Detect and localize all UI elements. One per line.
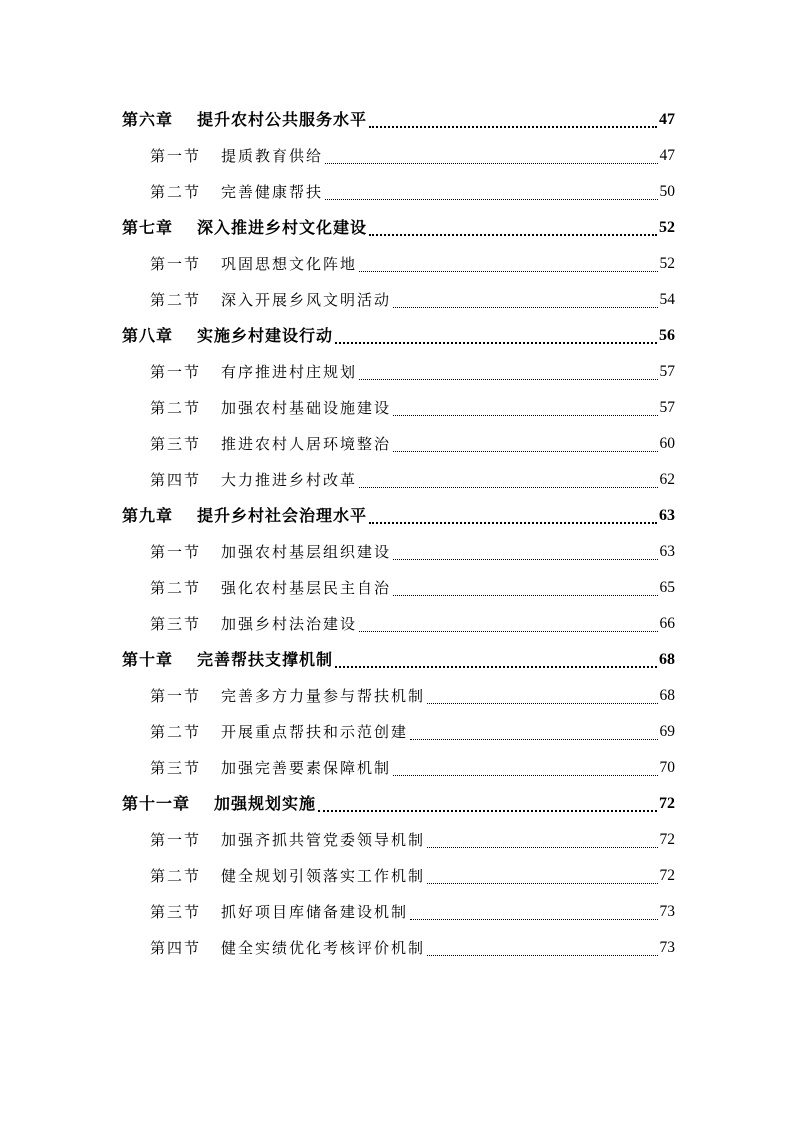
section-number: 第二节 bbox=[150, 867, 202, 885]
toc-chapter-entry[interactable] bbox=[122, 318, 675, 354]
toc-section-entry[interactable] bbox=[122, 462, 675, 498]
toc-section-entry[interactable] bbox=[122, 750, 675, 786]
page-number: 65 bbox=[659, 579, 675, 596]
section-number: 第二节 bbox=[150, 723, 202, 741]
section-title: 完善多方力量参与帮扶机制 bbox=[221, 687, 426, 705]
page-number: 56 bbox=[659, 327, 675, 344]
page-number: 73 bbox=[659, 903, 675, 920]
dot-leader bbox=[393, 557, 657, 560]
section-title: 健全实绩优化考核评价机制 bbox=[221, 939, 426, 957]
section-number: 第二节 bbox=[150, 399, 202, 417]
section-title: 加强齐抓共管党委领导机制 bbox=[221, 831, 426, 849]
section-title: 有序推进村庄规划 bbox=[221, 363, 358, 381]
section-title: 抓好项目库储备建设机制 bbox=[221, 903, 409, 921]
page-number: 72 bbox=[659, 795, 675, 812]
section-number: 第四节 bbox=[150, 939, 202, 957]
chapter-number: 第十章 bbox=[122, 650, 174, 669]
page-number: 54 bbox=[659, 291, 675, 308]
dot-leader bbox=[369, 232, 657, 236]
section-title: 大力推进乡村改革 bbox=[221, 471, 358, 489]
section-number: 第三节 bbox=[150, 435, 202, 453]
toc-section-entry[interactable] bbox=[122, 390, 675, 426]
page-number: 52 bbox=[659, 219, 675, 236]
section-number: 第一节 bbox=[150, 147, 202, 165]
chapter-number: 第六章 bbox=[122, 110, 174, 129]
page-number: 60 bbox=[659, 435, 675, 452]
toc-section-entry[interactable] bbox=[122, 678, 675, 714]
section-number: 第一节 bbox=[150, 687, 202, 705]
section-number: 第一节 bbox=[150, 543, 202, 561]
dot-leader bbox=[359, 629, 657, 632]
toc-section-entry[interactable] bbox=[122, 426, 675, 462]
toc-section-entry[interactable] bbox=[122, 354, 675, 390]
dot-leader bbox=[427, 701, 657, 704]
dot-leader bbox=[359, 269, 657, 272]
dot-leader bbox=[359, 485, 657, 488]
page-number: 72 bbox=[659, 831, 675, 848]
section-title: 完善健康帮扶 bbox=[221, 183, 324, 201]
page-number: 57 bbox=[659, 399, 675, 416]
toc-section-entry[interactable] bbox=[122, 138, 675, 174]
section-title: 深入开展乡风文明活动 bbox=[221, 291, 392, 309]
dot-leader bbox=[359, 377, 657, 380]
dot-leader bbox=[393, 593, 657, 596]
dot-leader bbox=[393, 305, 657, 308]
toc-section-entry[interactable] bbox=[122, 822, 675, 858]
toc-chapter-entry[interactable] bbox=[122, 642, 675, 678]
page-number: 70 bbox=[659, 759, 675, 776]
dot-leader bbox=[393, 773, 657, 776]
section-title: 提质教育供给 bbox=[221, 147, 324, 165]
dot-leader bbox=[427, 953, 657, 956]
chapter-title: 实施乡村建设行动 bbox=[197, 326, 334, 345]
section-number: 第二节 bbox=[150, 579, 202, 597]
page-number: 47 bbox=[659, 111, 675, 128]
section-number: 第三节 bbox=[150, 759, 202, 777]
chapter-title: 提升农村公共服务水平 bbox=[197, 110, 368, 129]
toc-section-entry[interactable] bbox=[122, 174, 675, 210]
section-title: 开展重点帮扶和示范创建 bbox=[221, 723, 409, 741]
toc-section-entry[interactable] bbox=[122, 930, 675, 966]
section-title: 健全规划引领落实工作机制 bbox=[221, 867, 426, 885]
page-number: 69 bbox=[659, 723, 675, 740]
toc-chapter-entry[interactable] bbox=[122, 498, 675, 534]
section-number: 第三节 bbox=[150, 615, 202, 633]
section-number: 第四节 bbox=[150, 471, 202, 489]
chapter-number: 第八章 bbox=[122, 326, 174, 345]
toc-section-entry[interactable] bbox=[122, 714, 675, 750]
section-number: 第二节 bbox=[150, 291, 202, 309]
toc-section-entry[interactable] bbox=[122, 894, 675, 930]
chapter-number: 第七章 bbox=[122, 218, 174, 237]
section-title: 巩固思想文化阵地 bbox=[221, 255, 358, 273]
dot-leader bbox=[335, 664, 657, 668]
toc-chapter-entry[interactable] bbox=[122, 786, 675, 822]
toc-chapter-entry[interactable] bbox=[122, 210, 675, 246]
page-number: 63 bbox=[659, 543, 675, 560]
section-title: 加强完善要素保障机制 bbox=[221, 759, 392, 777]
dot-leader bbox=[335, 340, 657, 344]
dot-leader bbox=[369, 520, 657, 524]
section-number: 第三节 bbox=[150, 903, 202, 921]
page-number: 68 bbox=[659, 651, 675, 668]
page-number: 63 bbox=[659, 507, 675, 524]
section-number: 第一节 bbox=[150, 363, 202, 381]
toc-chapter-entry[interactable] bbox=[122, 102, 675, 138]
dot-leader bbox=[393, 413, 657, 416]
dot-leader bbox=[410, 917, 657, 920]
toc-section-entry[interactable] bbox=[122, 858, 675, 894]
chapter-title: 完善帮扶支撑机制 bbox=[197, 650, 334, 669]
page-number: 47 bbox=[659, 147, 675, 164]
section-number: 第一节 bbox=[150, 831, 202, 849]
dot-leader bbox=[369, 124, 657, 128]
dot-leader bbox=[427, 845, 657, 848]
page-number: 66 bbox=[659, 615, 675, 632]
toc-section-entry[interactable] bbox=[122, 570, 675, 606]
page-number: 50 bbox=[659, 183, 675, 200]
section-title: 推进农村人居环境整治 bbox=[221, 435, 392, 453]
page-number: 57 bbox=[659, 363, 675, 380]
section-number: 第二节 bbox=[150, 183, 202, 201]
dot-leader bbox=[325, 161, 657, 164]
toc-section-entry[interactable] bbox=[122, 606, 675, 642]
page-number: 68 bbox=[659, 687, 675, 704]
chapter-number: 第十一章 bbox=[122, 794, 191, 813]
section-title: 加强农村基层组织建设 bbox=[221, 543, 392, 561]
page-number: 72 bbox=[659, 867, 675, 884]
table-of-contents bbox=[122, 102, 675, 966]
chapter-title: 加强规划实施 bbox=[214, 794, 317, 813]
toc-section-entry[interactable] bbox=[122, 282, 675, 318]
dot-leader bbox=[427, 881, 657, 884]
dot-leader bbox=[325, 197, 657, 200]
dot-leader bbox=[318, 808, 657, 812]
toc-section-entry[interactable] bbox=[122, 246, 675, 282]
toc-section-entry[interactable] bbox=[122, 534, 675, 570]
page-number: 52 bbox=[659, 255, 675, 272]
chapter-number: 第九章 bbox=[122, 506, 174, 525]
section-number: 第一节 bbox=[150, 255, 202, 273]
chapter-title: 深入推进乡村文化建设 bbox=[197, 218, 368, 237]
page-number: 62 bbox=[659, 471, 675, 488]
dot-leader bbox=[393, 449, 657, 452]
chapter-title: 提升乡村社会治理水平 bbox=[197, 506, 368, 525]
section-title: 加强乡村法治建设 bbox=[221, 615, 358, 633]
dot-leader bbox=[410, 737, 657, 740]
page-number: 73 bbox=[659, 939, 675, 956]
section-title: 加强农村基础设施建设 bbox=[221, 399, 392, 417]
section-title: 强化农村基层民主自治 bbox=[221, 579, 392, 597]
